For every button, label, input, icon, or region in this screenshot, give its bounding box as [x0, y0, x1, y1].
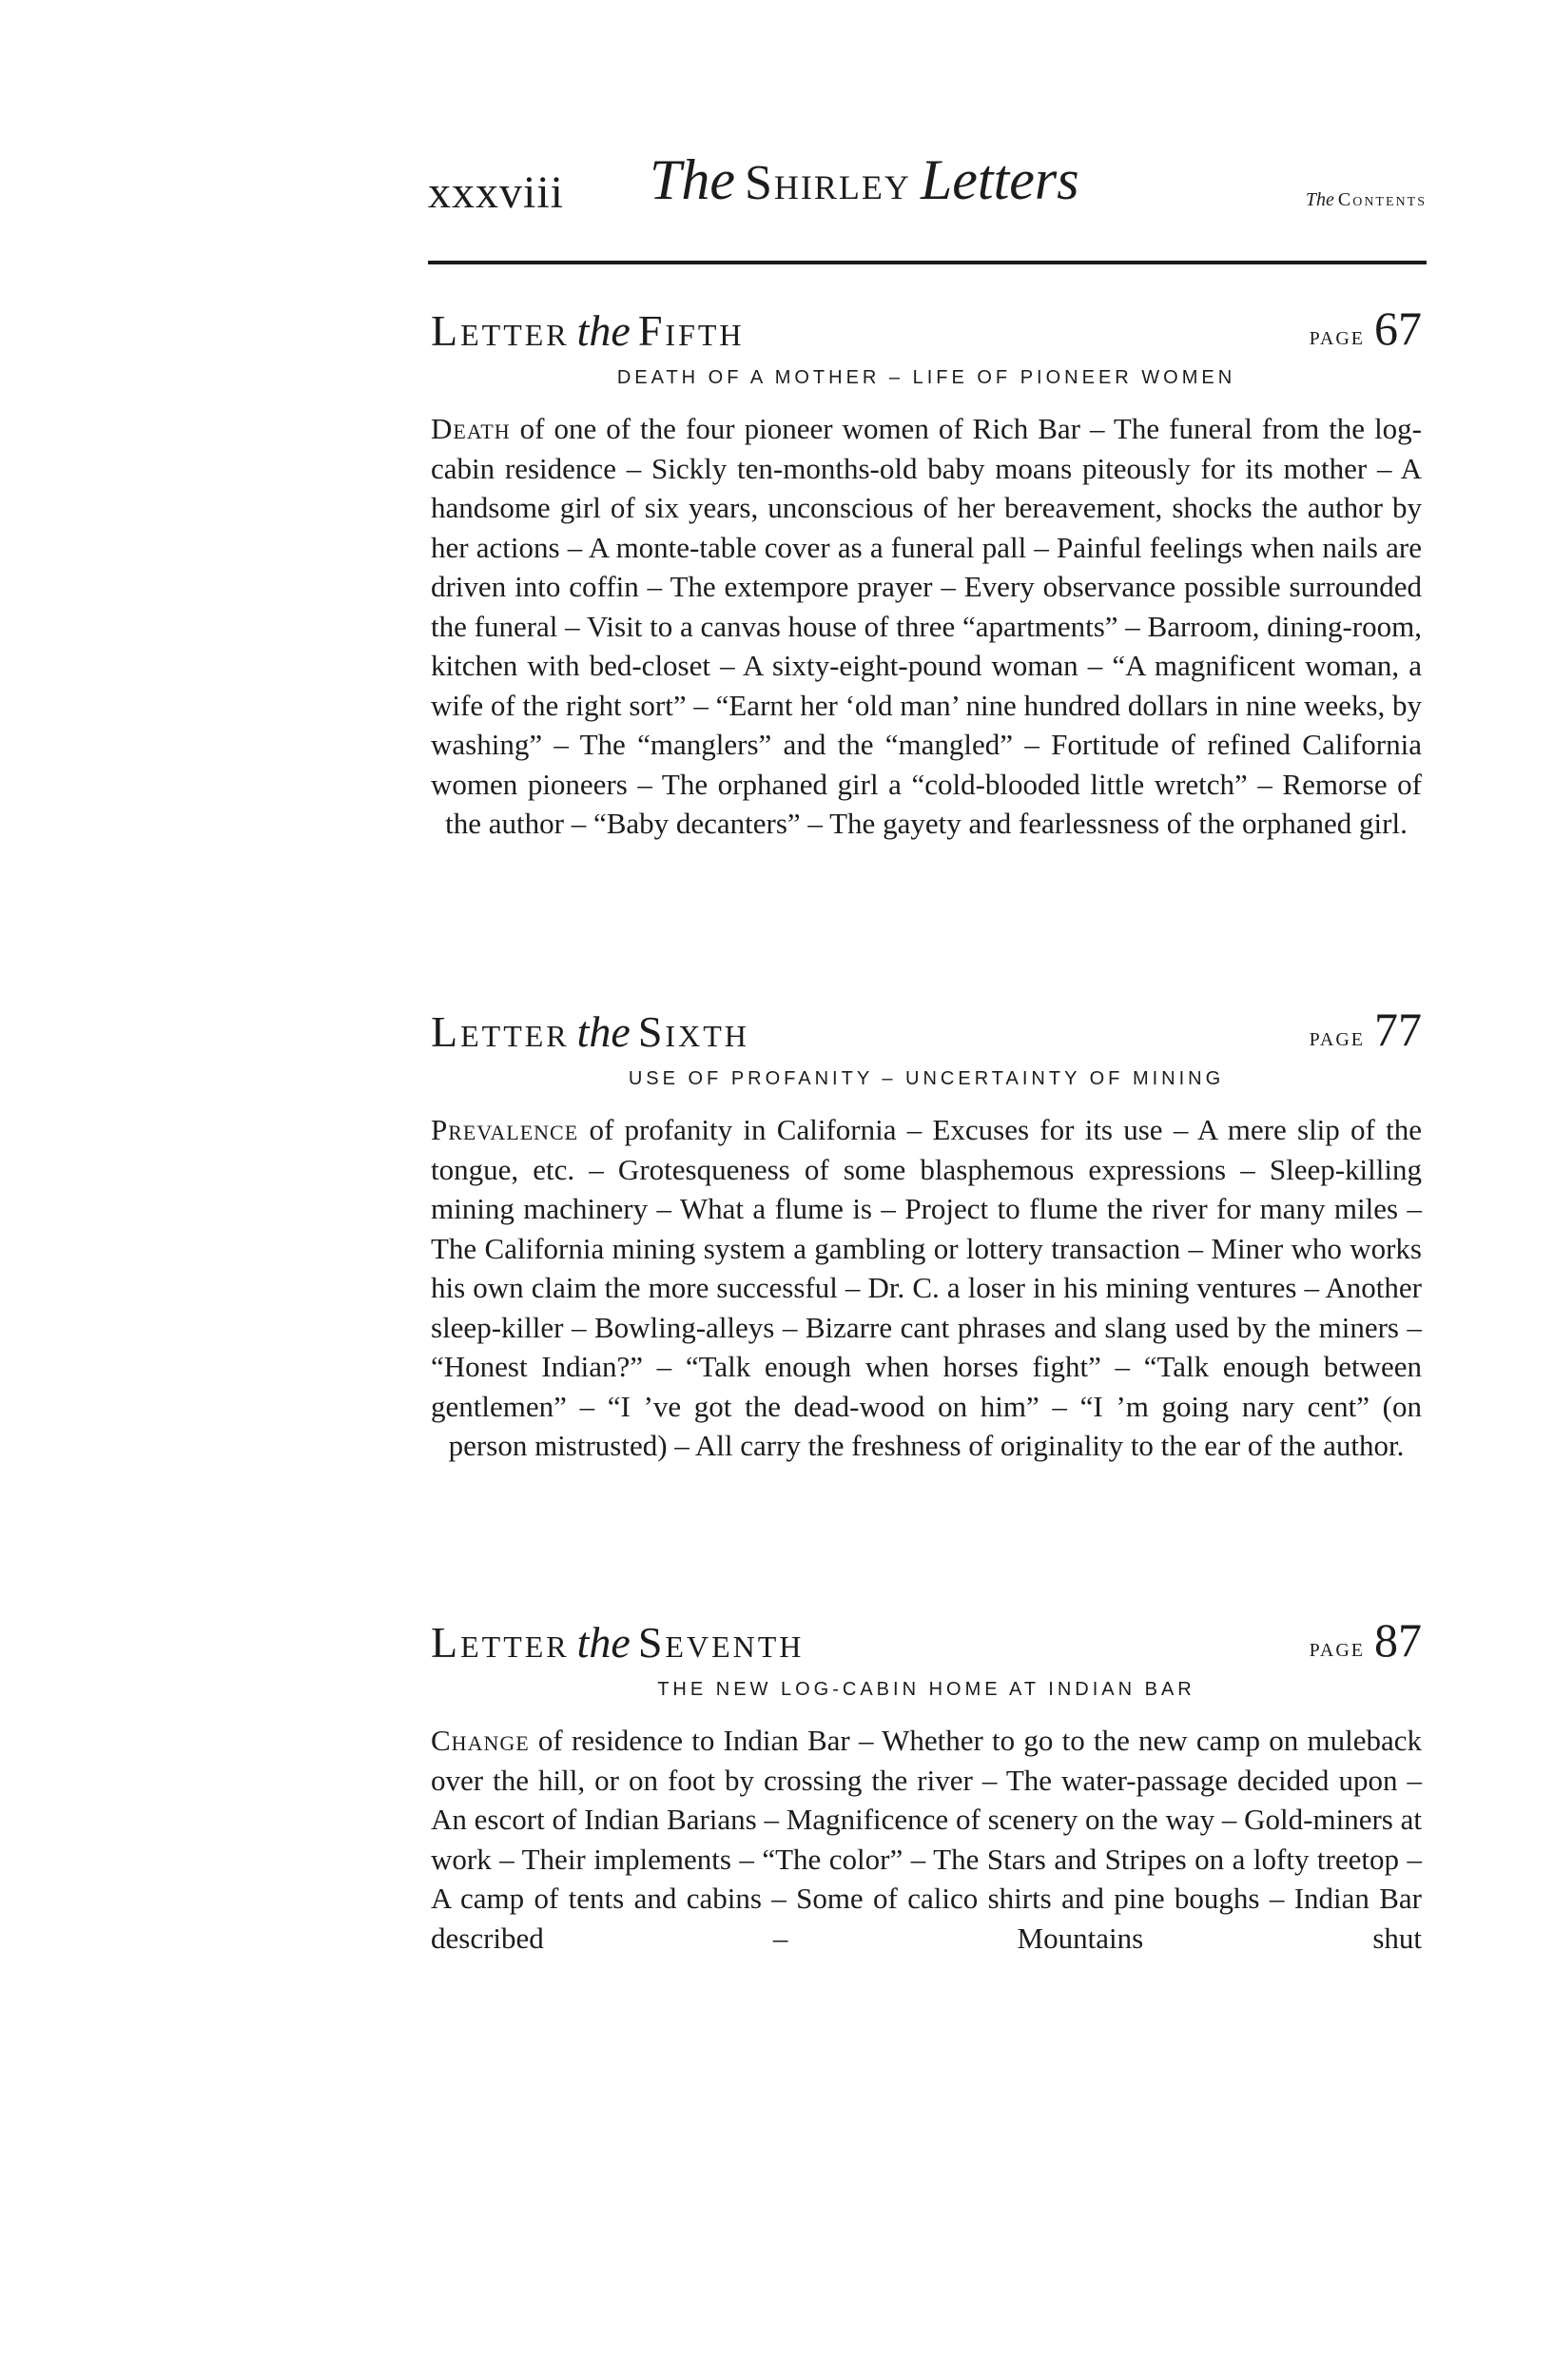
- letter-heading: [431, 291, 1422, 356]
- book-title: [650, 147, 1079, 213]
- letter-heading: [431, 1603, 1422, 1668]
- letter-subtitle: THE NEW LOG-CABIN HOME AT INDIAN BAR: [657, 1679, 1195, 1700]
- running-header: [428, 147, 1427, 243]
- header-rule: [428, 261, 1427, 264]
- letter-title-word: Letter: [431, 306, 570, 355]
- page-label: PAGE: [1309, 1029, 1365, 1050]
- page-reference: [1310, 1002, 1422, 1057]
- section-label: [1306, 189, 1427, 211]
- synopsis-text: of residence to Indian Bar – Whether to go to the new camp on muleback over the hill, or on foot by crossing the river – The water-passage decided upon – An escort of Indian Barians – Magnificence of scenery on the way – Gold-miners at work – Their implements – “The color” – The Stars and Stripes on a lofty treetop – A camp of tents and cabins – Some of calico shirts and pine boughs – Indian Bar described – Mountains shut: [431, 1724, 1423, 1955]
- letter-entry-sixth: [431, 992, 1422, 1466]
- letter-entry-seventh: [431, 1603, 1422, 1958]
- page-reference: [1310, 1612, 1422, 1668]
- letter-title-word: Letter: [431, 1007, 570, 1056]
- section-label-text: Contents: [1337, 189, 1427, 210]
- letter-subtitle: USE OF PROFANITY – UNCERTAINTY OF MINING: [628, 1068, 1225, 1089]
- book-title-letters: Letters: [920, 148, 1079, 211]
- letter-title: [431, 1617, 804, 1668]
- page-number: 77: [1374, 1003, 1422, 1056]
- letter-title-ordinal: Fifth: [637, 306, 745, 355]
- section-label-article: The: [1305, 189, 1334, 210]
- letter-synopsis: [431, 1110, 1422, 1466]
- synopsis-lead-word: Change: [431, 1724, 530, 1757]
- letter-title-ordinal: Sixth: [637, 1007, 749, 1056]
- page-reference: [1310, 301, 1422, 356]
- synopsis-lead-word: Prevalence: [431, 1113, 579, 1146]
- page-number: 87: [1374, 1613, 1422, 1667]
- page-label: PAGE: [1309, 1640, 1365, 1661]
- letter-title: [431, 305, 745, 356]
- book-title-article: The: [650, 148, 735, 211]
- synopsis-text: of one of the four pioneer women of Rich Bar – The funeral from the log-cabin residence – Sickly ten-months-old baby moans piteously for its mother – A handsome girl of six years, unconscious of her bereavement, shocks the author by her actions – A monte-table cover as a funeral pall – Painful feelings when nails are driven into coffin – The extempore prayer – Every observance possible surrounded the funeral – Visit to a canvas house of three “apartments” – Barroom, dining-room, kitchen with bed-closet – A sixty-eight-pound woman – “A magnificent woman, a wife of the right sort” – “Earnt her ‘old man’ nine hundred dollars in nine weeks, by washing” – The “manglers” and the “mangled” – Fortitude of refined California women pioneers – The orphaned girl a “cold-blooded little wretch” – Remorse of the author – “Baby decanters” – The gayety and fearlessness of the orphaned girl.: [431, 412, 1423, 840]
- letter-title: [431, 1006, 749, 1057]
- letter-title-article: the: [576, 1007, 631, 1056]
- synopsis-text: of profanity in California – Excuses for its use – A mere slip of the tongue, etc. – Grotesqueness of some blasphemous expressions – Sleep-killing mining machinery – What a flume is – Project to flume the river for many miles – The California mining system a gambling or lottery transaction – Miner who works his own claim the more successful – Dr. C. a loser in his mining ventures – Another sleep-killer – Bowling-alleys – Bizarre cant phrases and slang used by the miners – “Honest Indian?” – “Talk enough when horses fight” – “Talk enough between gentlemen” – “I ’ve got the dead-wood on him” – “I ’m going nary cent” (on person mistrusted) – All carry the freshness of originality to the ear of the author.: [431, 1113, 1423, 1462]
- page-number: 67: [1374, 302, 1422, 355]
- letter-entry-fifth: [431, 291, 1422, 844]
- book-title-name: Shirley: [745, 156, 911, 210]
- page-label: PAGE: [1309, 328, 1365, 349]
- letter-synopsis: [431, 1721, 1422, 1958]
- letter-subtitle: DEATH OF A MOTHER – LIFE OF PIONEER WOMEN: [616, 367, 1236, 388]
- letter-heading: [431, 992, 1422, 1057]
- letter-synopsis: [431, 409, 1422, 844]
- letter-title-article: the: [576, 306, 631, 355]
- letter-title-article: the: [576, 1618, 631, 1667]
- letter-title-ordinal: Seventh: [637, 1618, 805, 1667]
- synopsis-lead-word: Death: [431, 412, 511, 445]
- letter-title-word: Letter: [431, 1618, 570, 1667]
- page-folio: xxxviii: [428, 167, 565, 218]
